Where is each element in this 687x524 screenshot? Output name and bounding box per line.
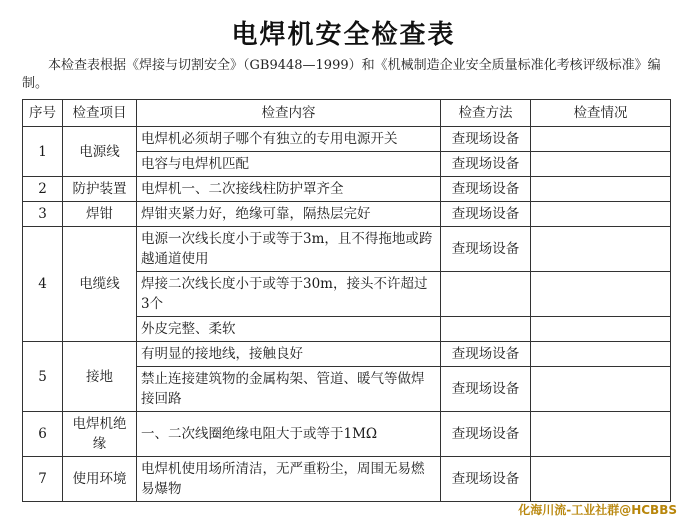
header-content: 检查内容: [137, 100, 441, 127]
row-no: 5: [23, 342, 63, 412]
row-method: 查现场设备: [441, 342, 531, 367]
row-no: 6: [23, 412, 63, 457]
row-no: 3: [23, 202, 63, 227]
table-row: [23, 202, 671, 227]
row-method: 查现场设备: [441, 457, 531, 502]
row-status: [531, 177, 671, 202]
row-item: 电焊机绝缘: [63, 412, 137, 457]
header-status: 检查情况: [531, 100, 671, 127]
table-row: [23, 457, 671, 502]
header-item: 检查项目: [63, 100, 137, 127]
row-method: 查现场设备: [441, 152, 531, 177]
table-row: [23, 227, 671, 272]
checklist-table: [22, 99, 671, 502]
table-row: [23, 177, 671, 202]
row-item: 接地: [63, 342, 137, 412]
row-content: 焊接二次线长度小于或等于30m，接头不许超过3个: [137, 272, 441, 317]
row-no: 4: [23, 227, 63, 342]
row-content: 禁止连接建筑物的金属构架、管道、暖气等做焊接回路: [137, 367, 441, 412]
row-content: 电焊机使用场所清洁，无严重粉尘，周围无易燃易爆物: [137, 457, 441, 502]
row-content: 电焊机一、二次接线柱防护罩齐全: [137, 177, 441, 202]
row-method: 查现场设备: [441, 412, 531, 457]
header-no: 序号: [23, 100, 63, 127]
header-method: 检查方法: [441, 100, 531, 127]
row-content: 电焊机必须胡子哪个有独立的专用电源开关: [137, 127, 441, 152]
row-item: 防护装置: [63, 177, 137, 202]
row-status: [531, 367, 671, 412]
row-content: 有明显的接地线，接触良好: [137, 342, 441, 367]
row-item: 使用环境: [63, 457, 137, 502]
row-method: 查现场设备: [441, 367, 531, 412]
row-method: 查现场设备: [441, 177, 531, 202]
table-row: [23, 127, 671, 152]
watermark-text: 化海川流-工业社群@HCBBS: [518, 503, 677, 517]
table-row: [23, 412, 671, 457]
row-content: 焊钳夹紧力好，绝缘可靠，隔热层完好: [137, 202, 441, 227]
row-content: 外皮完整、柔软: [137, 317, 441, 342]
row-content: 一、二次线圈绝缘电阻大于或等于1MΩ: [137, 412, 441, 457]
page-title: 电焊机安全检查表: [231, 20, 456, 50]
row-item: 电缆线: [63, 227, 137, 342]
row-status: [531, 342, 671, 367]
row-status: [531, 412, 671, 457]
row-item: 电源线: [63, 127, 137, 177]
row-method: [441, 317, 531, 342]
row-method: [441, 272, 531, 317]
row-method: 查现场设备: [441, 202, 531, 227]
row-method: 查现场设备: [441, 227, 531, 272]
row-no: 7: [23, 457, 63, 502]
row-method: 查现场设备: [441, 127, 531, 152]
table-row: [23, 342, 671, 367]
row-status: [531, 202, 671, 227]
row-status: [531, 457, 671, 502]
row-status: [531, 227, 671, 272]
table-header-row: [23, 100, 671, 127]
row-content: 电容与电焊机匹配: [137, 152, 441, 177]
row-status: [531, 272, 671, 317]
row-status: [531, 152, 671, 177]
row-content: 电源一次线长度小于或等于3m，且不得拖地或跨越通道使用: [137, 227, 441, 272]
row-item: 焊钳: [63, 202, 137, 227]
row-status: [531, 317, 671, 342]
intro-paragraph: 本检查表根据《焊接与切割安全》（GB9448—1999）和《机械制造企业安全质量标准化考核评级标准》编制。: [22, 58, 661, 91]
row-no: 1: [23, 127, 63, 177]
row-status: [531, 127, 671, 152]
row-no: 2: [23, 177, 63, 202]
